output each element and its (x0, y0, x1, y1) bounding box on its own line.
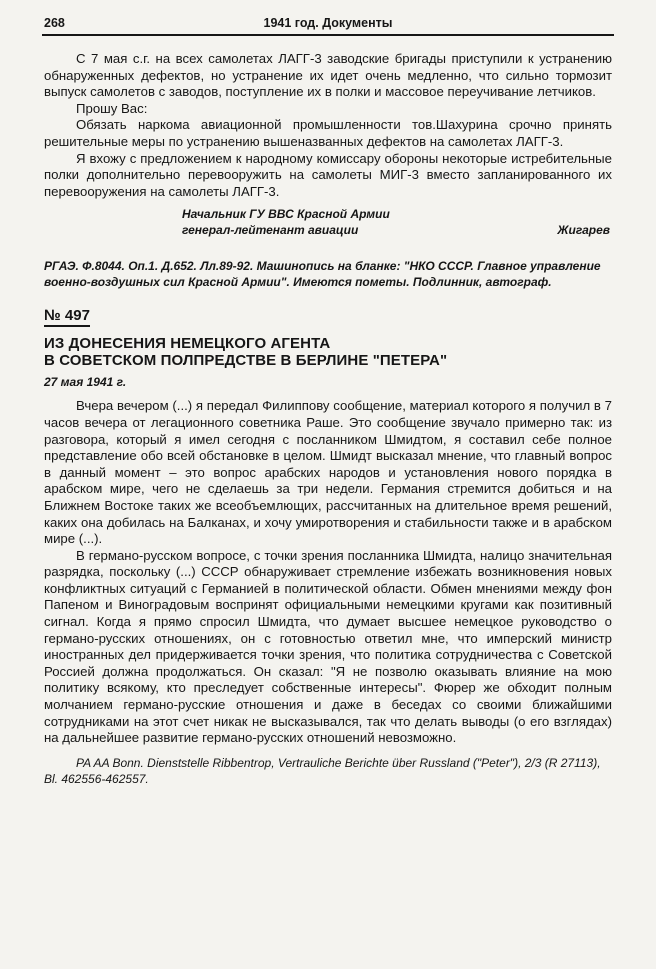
document-496-continuation (44, 51, 612, 290)
page-content (44, 51, 612, 787)
document-title-line: В СОВЕТСКОМ ПОЛПРЕДСТВЕ В БЕРЛИНЕ "ПЕТЕРА" (44, 352, 448, 370)
running-title: 1941 год. Документы (263, 16, 393, 30)
document-date: 27 мая 1941 г. (44, 375, 127, 390)
source-note: PA AA Bonn. Dienststelle Ribbentrop, Vertrauliche Berichte über Russland ("Peter"), 2/3 (R 27113), Bl. 462556-462557. (44, 755, 601, 786)
signatory-rank: генерал-лейтенант авиации (182, 223, 359, 238)
signatory-name: Жигарев (557, 223, 610, 238)
document-title (44, 335, 612, 369)
document-title-line: ИЗ ДОНЕСЕНИЯ НЕМЕЦКОГО АГЕНТА (44, 335, 331, 353)
signatory-title: Начальник ГУ ВВС Красной Армии (182, 207, 390, 222)
paragraph: Я вхожу с предложением к народному комиссару обороны некоторые истребительные полки дополнительно перевооружить на самолеты МИГ-3 вместо запланированного их перевооружения на самолеты ЛАГГ-3. (44, 150, 612, 199)
page-header (42, 14, 614, 36)
paragraph: Обязать наркома авиационной промышленности тов.Шахурина срочно принять решительные меры по устранению вышеназванных дефектов на самолетах ЛАГГ-3. (44, 117, 612, 149)
archive-note: РГАЭ. Ф.8044. Оп.1. Д.652. Лл.89-92. Машинопись на бланке: "НКО СССР. Главное управление военно-воздушных сил Красной Армии". Имеются пометы. Подлинник, автограф. (44, 259, 601, 290)
page-number: 268 (44, 16, 65, 30)
paragraph: Вчера вечером (...) я передал Филиппову сообщение, материал которого я получил в 7 часов вечера от легационного советника Раше. Это сообщение звучало примерно так: из разговора, который я имел сегодня с посланником Шмидтом, я составил себе полное представление обо всей обстановке в целом. Шмидт высказал мнение, что главный вопрос в данный момент – это вопрос арабских народов и установления нового порядка в арабском мире, чего не сделаешь за три недели. Германия стремится добиться и на Ближнем Востоке таких же всеобъемлющих, рассчитанных на длительное время решений, каких она добилась на Балканах, и хочу умиротворения и стабильности также и в арабском мире (...). (44, 398, 612, 547)
document-number: № 497 (44, 307, 90, 327)
signature-block (44, 206, 612, 240)
document-497 (44, 290, 612, 786)
paragraph: Прошу Вас: (76, 100, 148, 116)
paragraph: С 7 мая с.г. на всех самолетах ЛАГГ-3 заводские бригады приступили к устранению обнаруженных дефектов, но устранение их идет очень медленно, что сильно тормозит выпуск самолетов с заводов, поступление их в полки и массовое переучивание летчиков. (44, 51, 612, 100)
paragraph: В германо-русском вопросе, с точки зрения посланника Шмидта, налицо значительная разрядка, поскольку (...) СССР обнаруживает стремление избежать возникновения новых конфликтных ситуаций с Германией в политической области. Обмен мнениями между фон Папеном и Виноградовым воспринят официальными немецкими кругами как позитивный сигнал. Когда я прямо спросил Шмидта, что думает высшее немецкое руководство о германо-русских отношениях, он с готовностью ответил мне, что имперский министр иностранных дел придерживается точки зрения, что политика сотрудничества с Советской Россией должна продолжаться. Он сказал: "Я не позволю оказывать влияние на мою политику всякому, кто преследует собственные интересы". Фюрер же обходит полным молчанием германо-русские отношения и даже в беседах со своими ближайшими сотрудниками на этот счет никак не высказывался, так что делать выводы (о его взглядах) на дальнейшее развитие германо-русских отношений невозможно. (44, 547, 612, 746)
